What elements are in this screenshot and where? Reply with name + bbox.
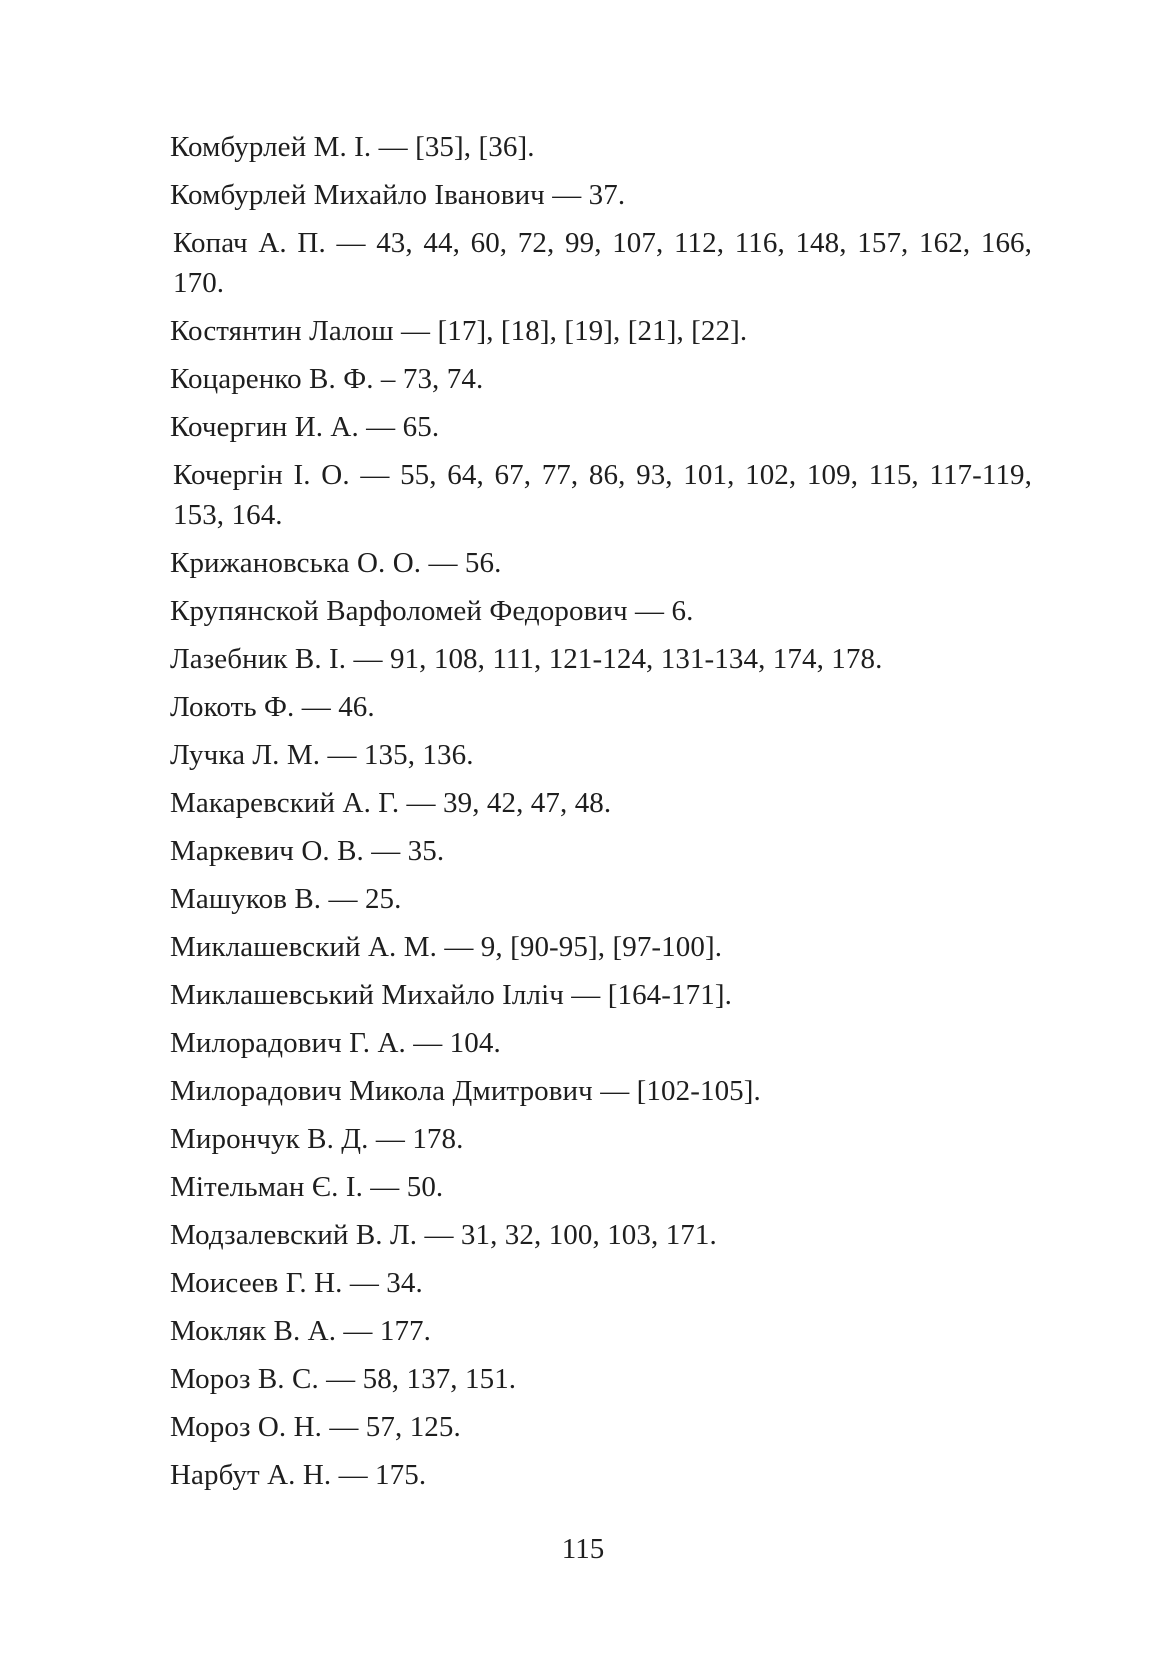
index-entry: Моисеев Г. Н. — 34. bbox=[170, 1267, 423, 1299]
index-entry: Лучка Л. М. — 135, 136. bbox=[170, 739, 474, 771]
index-entry: Нарбут А. Н. — 175. bbox=[170, 1459, 427, 1491]
index-entry: Кочергін І. О. — 55, 64, 67, 77, 86, 93, 101, 102, 109, 115, 117-119, 153, 164. bbox=[173, 459, 1032, 531]
index-entry: Миклашевський Михайло Ілліч — [164-171]. bbox=[170, 979, 732, 1011]
index-entry: Мирончук В. Д. — 178. bbox=[170, 1123, 464, 1155]
page-number: 115 bbox=[561, 1533, 605, 1565]
index-entry: Машуков В. — 25. bbox=[170, 883, 402, 915]
index-entry: Модзалевский В. Л. — 31, 32, 100, 103, 171. bbox=[170, 1219, 717, 1251]
index-entry: Костянтин Лалош — [17], [18], [19], [21], [22]. bbox=[170, 315, 748, 347]
index-entry: Локоть Ф. — 46. bbox=[170, 691, 375, 723]
index-entry: Комбурлей Михайло Іванович — 37. bbox=[170, 179, 626, 211]
index-entry: Маркевич О. В. — 35. bbox=[170, 835, 445, 867]
index-entry: Милорадович Микола Дмитрович — [102-105]. bbox=[170, 1075, 761, 1107]
index-entry: Комбурлей М. І. — [35], [36]. bbox=[170, 131, 535, 163]
index-entry: Копач А. П. — 43, 44, 60, 72, 99, 107, 112, 116, 148, 157, 162, 166, 170. bbox=[173, 227, 1032, 299]
index-entry: Кочергин И. А. — 65. bbox=[170, 411, 440, 443]
index-entry: Лазебник В. І. — 91, 108, 111, 121-124, 131-134, 174, 178. bbox=[170, 643, 883, 675]
index-entry: Крижановська О. О. — 56. bbox=[170, 547, 502, 579]
index-entry: Миклашевский А. М. — 9, [90-95], [97-100]. bbox=[170, 931, 723, 963]
index-entry: Мороз В. С. — 58, 137, 151. bbox=[170, 1363, 517, 1395]
index-entry: Макаревский А. Г. — 39, 42, 47, 48. bbox=[170, 787, 612, 819]
index-entry: Мороз О. Н. — 57, 125. bbox=[170, 1411, 461, 1443]
index-entry: Милорадович Г. А. — 104. bbox=[170, 1027, 501, 1059]
name-index bbox=[170, 127, 1032, 1503]
index-entry: Мокляк В. А. — 177. bbox=[170, 1315, 431, 1347]
index-entry: Коцаренко В. Ф. – 73, 74. bbox=[170, 363, 484, 395]
index-entry: Крупянской Варфоломей Федорович — 6. bbox=[170, 595, 694, 627]
index-entry: Мітельман Є. І. — 50. bbox=[170, 1171, 444, 1203]
